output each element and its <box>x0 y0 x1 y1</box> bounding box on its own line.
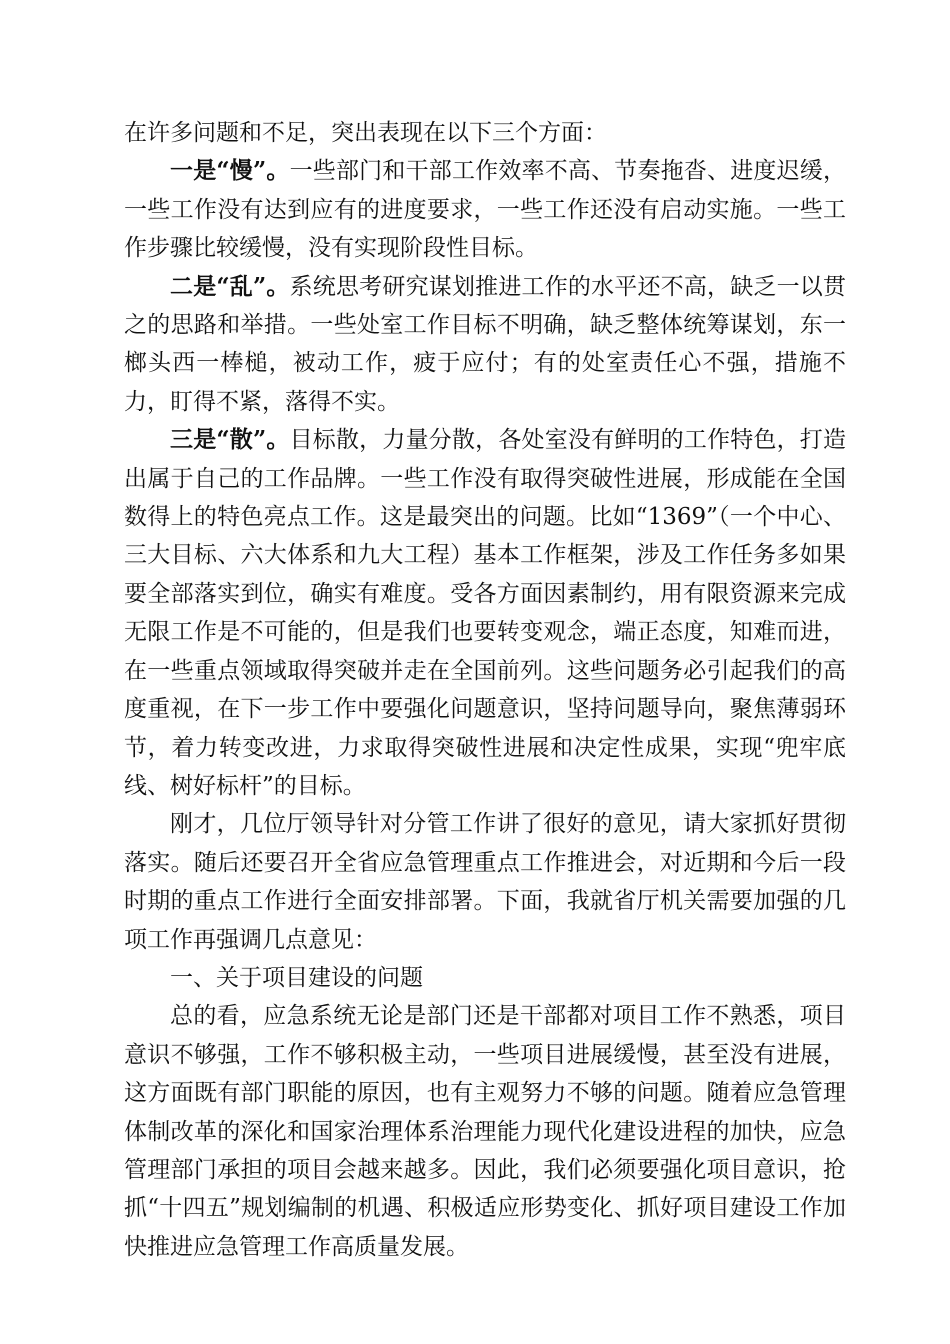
paragraph-lead: 二是“乱”。 <box>170 272 290 300</box>
paragraph-text: 目标散，力量分散，各处室没有鲜明的工作特色，打造出属于自己的工作品牌。一些工作没有取得突破性进展，形成能在全国数得上的特色亮点工作。这是最突出的问题。比如“1369”（一个中心、三大目标、六大体系和九大工程）基本工作框架，涉及工作任务多如果要全部落实到位，确实有难度。受各方面因素制约，用有限资源来完成无限工作是不可能的，但是我们也要转变观念，端正态度，知难而进，在一些重点领域取得突破并走在全国前列。这些问题务必引起我们的高度重视，在下一步工作中要强化问题意识，坚持问题导向，聚焦薄弱环节，着力转变改进，力求取得突破性进展和决定性成果，实现“兜牢底线、树好标杆”的目标。 <box>124 427 846 799</box>
paragraph-slow <box>124 152 846 267</box>
section-heading <box>124 959 846 997</box>
paragraph-lead: 一是“慢”。 <box>170 157 290 185</box>
paragraph-text: 在许多问题和不足，突出表现在以下三个方面： <box>124 120 607 146</box>
document-body <box>124 114 846 1266</box>
paragraph-text: 系统思考研究谋划推进工作的水平还不高，缺乏一以贯之的思路和举措。一些处室工作目标不明确，缺乏整体统筹谋划，东一榔头西一棒槌，被动工作，疲于应付；有的处室责任心不强，措施不力，盯得不紧，落得不实。 <box>124 273 846 415</box>
paragraph-projects <box>124 997 846 1266</box>
paragraph-text: 总的看，应急系统无论是部门还是干部都对项目工作不熟悉，项目意识不够强，工作不够积极主动，一些项目进展缓慢，甚至没有进展，这方面既有部门职能的原因，也有主观努力不够的问题。随着应急管理体制改革的深化和国家治理体系治理能力现代化建设进程的加快，应急管理部门承担的项目会越来越多。因此，我们必须要强化项目意识，抢抓“十四五”规划编制的机遇、积极适应形势变化、抓好项目建设工作加快推进应急管理工作高质量发展。 <box>124 1003 846 1260</box>
paragraph-text: 刚才，几位厅领导针对分管工作讲了很好的意见，请大家抓好贯彻落实。随后还要召开全省应急管理重点工作推进会，对近期和今后一段时期的重点工作进行全面安排部署。下面，我就省厅机关需要加强的几项工作再强调几点意见： <box>124 811 846 953</box>
paragraph-intro <box>124 114 846 152</box>
paragraph-text: 一些部门和干部工作效率不高、节奏拖沓、进度迟缓，一些工作没有达到应有的进度要求，一些工作还没有启动实施。一些工作步骤比较缓慢，没有实现阶段性目标。 <box>124 158 846 262</box>
paragraph-lead: 三是“散”。 <box>170 426 290 454</box>
paragraph-remarks <box>124 805 846 959</box>
paragraph-scattered <box>124 421 846 805</box>
section-heading-text: 一、关于项目建设的问题 <box>170 964 423 991</box>
paragraph-chaos <box>124 268 846 422</box>
